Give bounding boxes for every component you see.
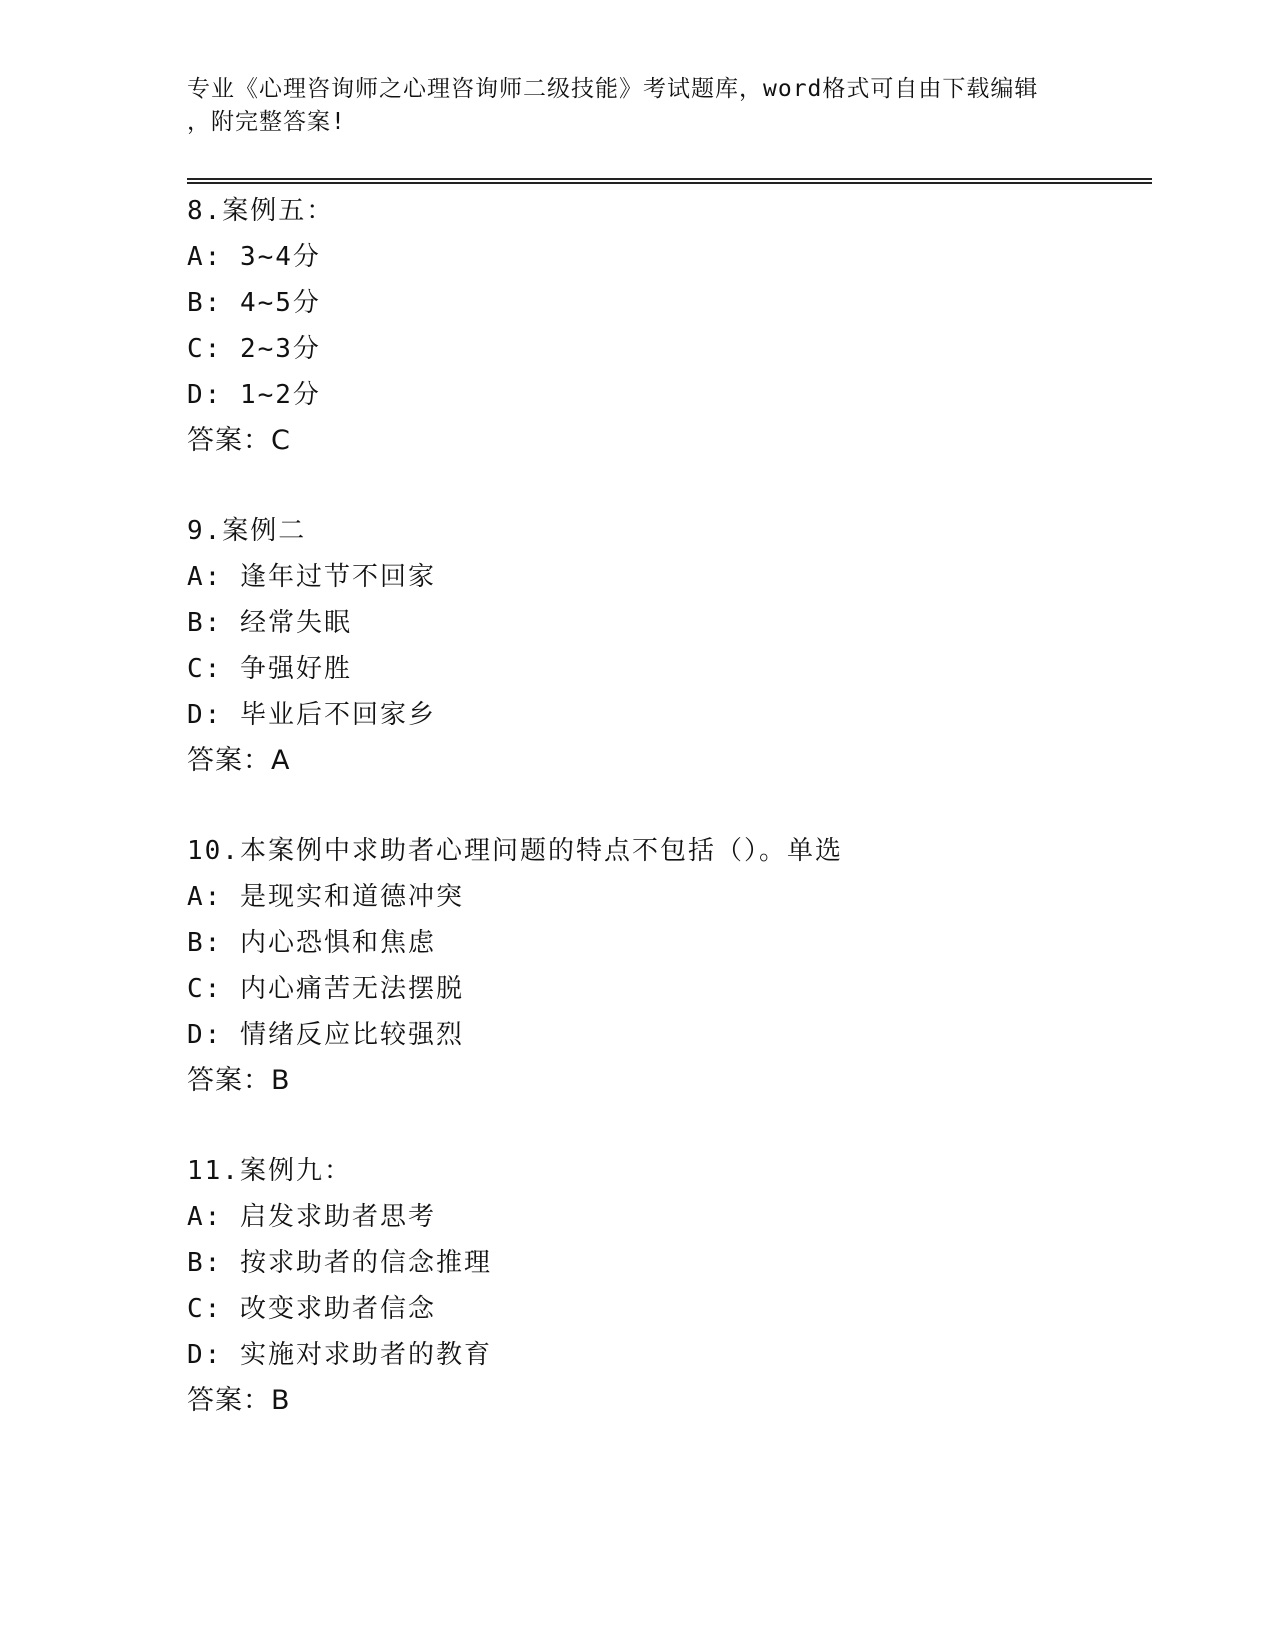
question-block-8 [187, 188, 1137, 464]
option-a: A: 逢年过节不回家 [187, 562, 436, 592]
question-stem: 8.案例五： [187, 196, 335, 226]
option-c: C: 2~3分 [187, 334, 321, 364]
option-c: C: 改变求助者信念 [187, 1294, 436, 1324]
option-a: A: 启发求助者思考 [187, 1202, 436, 1232]
header-line-2: ，附完整答案! [187, 109, 346, 135]
question-block-10 [187, 828, 1137, 1104]
option-b: B: 内心恐惧和焦虑 [187, 928, 436, 958]
question-stem: 9.案例二 [187, 516, 307, 546]
header-line-1: 专业《心理咨询师之心理咨询师二级技能》考试题库，word格式可自由下载编辑 [187, 76, 1039, 102]
option-b: B: 经常失眠 [187, 608, 352, 638]
header-divider-bottom [187, 182, 1152, 184]
question-stem: 11.案例九： [187, 1156, 352, 1186]
option-a: A: 是现实和道德冲突 [187, 882, 464, 912]
option-d: D: 1~2分 [187, 380, 321, 410]
answer-line: 答案：C [187, 425, 291, 456]
answer-line: 答案：B [187, 1065, 291, 1096]
answer-line: 答案：B [187, 1385, 291, 1416]
option-c: C: 争强好胜 [187, 654, 352, 684]
option-c: C: 内心痛苦无法摆脱 [187, 974, 464, 1004]
question-block-9 [187, 508, 1137, 784]
option-b: B: 按求助者的信念推理 [187, 1248, 492, 1278]
header-divider-top [187, 178, 1152, 180]
option-a: A: 3~4分 [187, 242, 321, 272]
option-d: D: 实施对求助者的教育 [187, 1340, 492, 1370]
answer-line: 答案：A [187, 745, 291, 776]
question-stem: 10.本案例中求助者心理问题的特点不包括（）。单选 [187, 836, 843, 866]
option-d: D: 情绪反应比较强烈 [187, 1020, 464, 1050]
option-b: B: 4~5分 [187, 288, 321, 318]
option-d: D: 毕业后不回家乡 [187, 700, 436, 730]
document-header [187, 73, 1087, 139]
question-block-11 [187, 1148, 1137, 1424]
